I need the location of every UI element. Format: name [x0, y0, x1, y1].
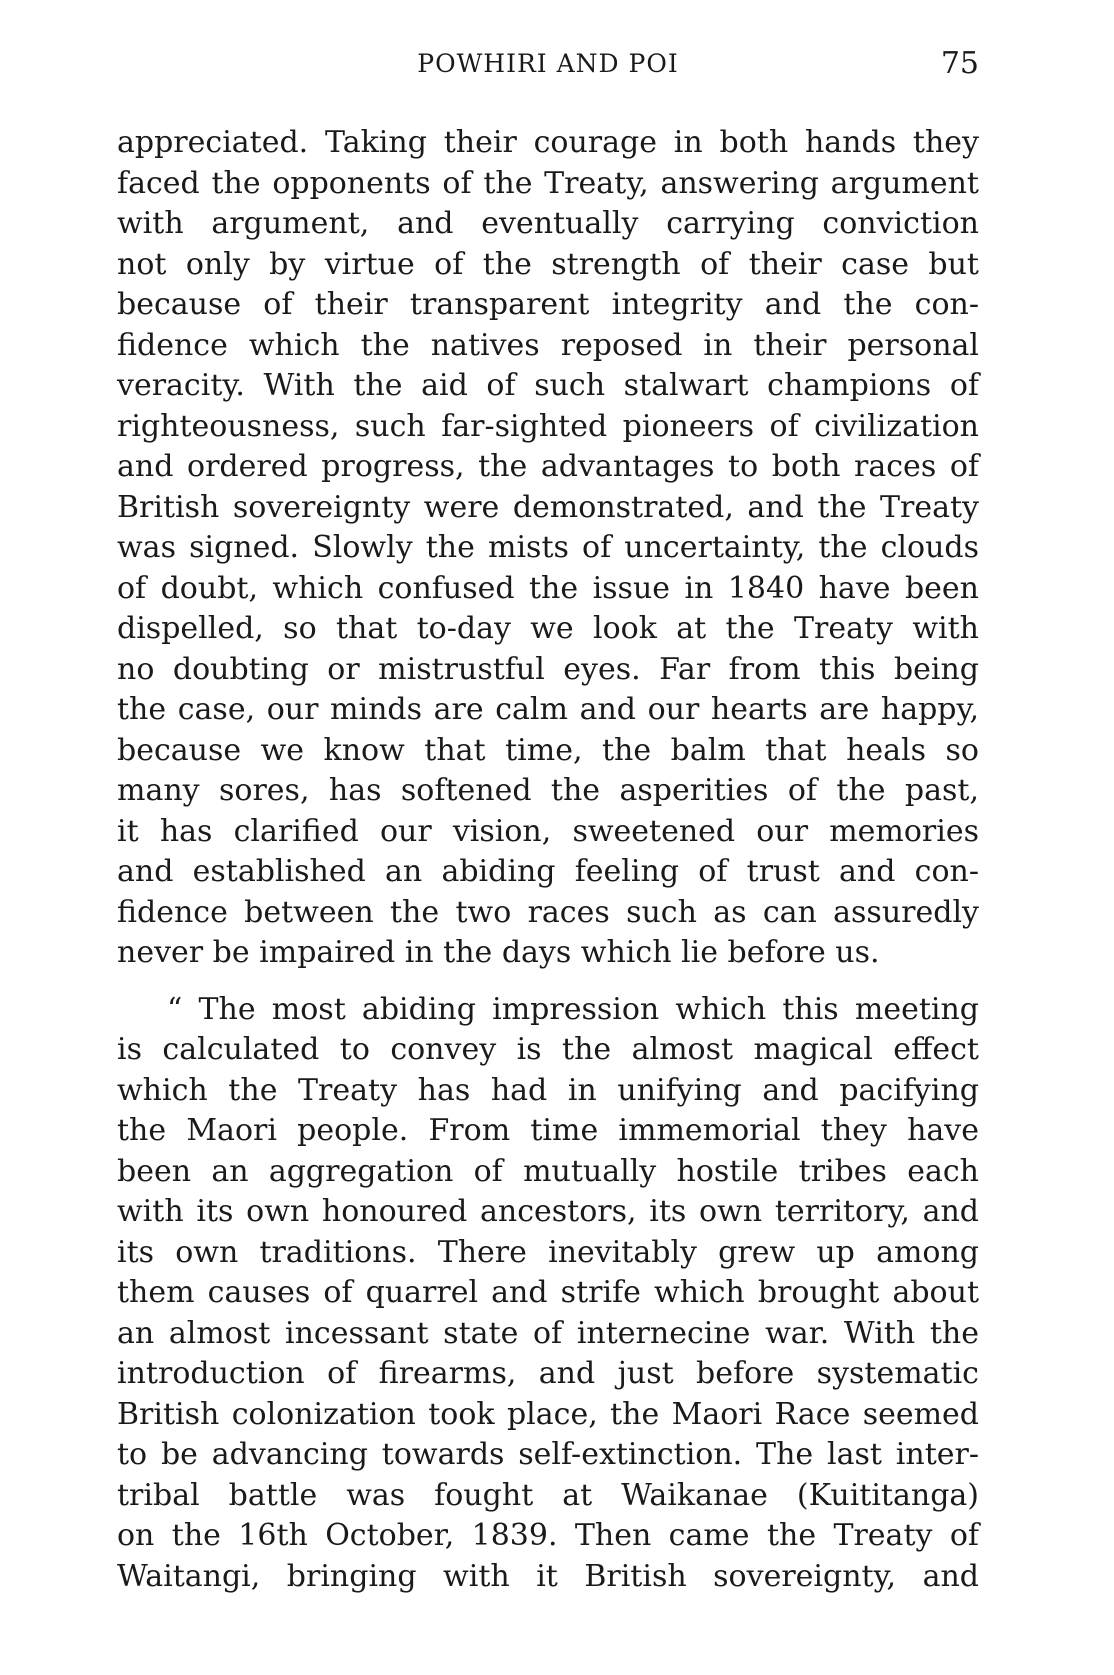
text-line: them causes of quarrel and strife which brought about: [117, 1275, 979, 1310]
text-line: an almost incessant state of internecine war. With the: [117, 1315, 979, 1351]
text-line: Waitangi, bringing with it British sovereignty, and: [117, 1558, 979, 1594]
text-line: tribal battle was fought at Waikanae (Kuititanga): [117, 1477, 979, 1513]
text-line: it has clarified our vision, sweetened our memories: [117, 813, 979, 849]
text-line: introduction of firearms, and just before systematic: [117, 1356, 979, 1391]
text-line: was signed. Slowly the mists of uncertainty, the clouds: [117, 530, 979, 565]
text-line: to be advancing towards self-extinction. The last inter-: [117, 1437, 979, 1472]
text-line: righteousness, such far-sighted pioneers of civilization: [117, 408, 979, 444]
page-number: 75: [940, 46, 979, 81]
text-line: “ The most abiding impression which this meeting: [167, 991, 979, 1027]
text-line: veracity. With the aid of such stalwart champions of: [117, 368, 979, 403]
text-line: is calculated to convey is the almost magical effect: [117, 1032, 979, 1067]
text-line: and established an abiding feeling of trust and con-: [117, 854, 979, 889]
paragraph-1: [117, 123, 979, 974]
text-line: no doubting or mistrustful eyes. Far from this being: [117, 651, 979, 687]
text-line: and ordered progress, the advantages to both races of: [117, 449, 979, 484]
text-line: been an aggregation of mutually hostile tribes each: [117, 1153, 979, 1189]
text-line: the case, our minds are calm and our hearts are happy,: [117, 692, 979, 727]
text-line: not only by virtue of the strength of their case but: [117, 246, 979, 282]
text-line: on the 16th October, 1839. Then came the Treaty of: [117, 1518, 979, 1553]
text-line: its own traditions. There inevitably grew up among: [117, 1234, 979, 1270]
paragraph-2: [117, 990, 979, 1598]
text-line: fidence between the two races such as can assuredly: [117, 894, 979, 930]
text-line: because of their transparent integrity and the con-: [117, 287, 979, 322]
text-line: which the Treaty has had in unifying and pacifying: [117, 1072, 979, 1108]
running-head: [117, 44, 979, 84]
body-text: [117, 123, 979, 1597]
text-line: with argument, and eventually carrying conviction: [117, 206, 979, 241]
text-line: never be impaired in the days which lie before us.: [117, 935, 880, 970]
text-line: of doubt, which confused the issue in 1840 have been: [117, 570, 979, 606]
text-line: many sores, has softened the asperities of the past,: [117, 773, 979, 808]
text-line: faced the opponents of the Treaty, answering argument: [117, 165, 979, 201]
text-line: appreciated. Taking their courage in both hands they: [117, 125, 979, 160]
text-line: the Maori people. From time immemorial they have: [117, 1113, 979, 1148]
text-line: British sovereignty were demonstrated, and the Treaty: [117, 489, 979, 525]
running-title: POWHIRI AND POI: [417, 49, 679, 78]
text-line: British colonization took place, the Maori Race seemed: [117, 1396, 979, 1432]
text-line: because we know that time, the balm that heals so: [117, 732, 979, 768]
text-line: with its own honoured ancestors, its own territory, and: [117, 1194, 979, 1229]
text-line: fidence which the natives reposed in their personal: [117, 327, 979, 363]
text-line: dispelled, so that to-day we look at the Treaty with: [117, 611, 979, 646]
